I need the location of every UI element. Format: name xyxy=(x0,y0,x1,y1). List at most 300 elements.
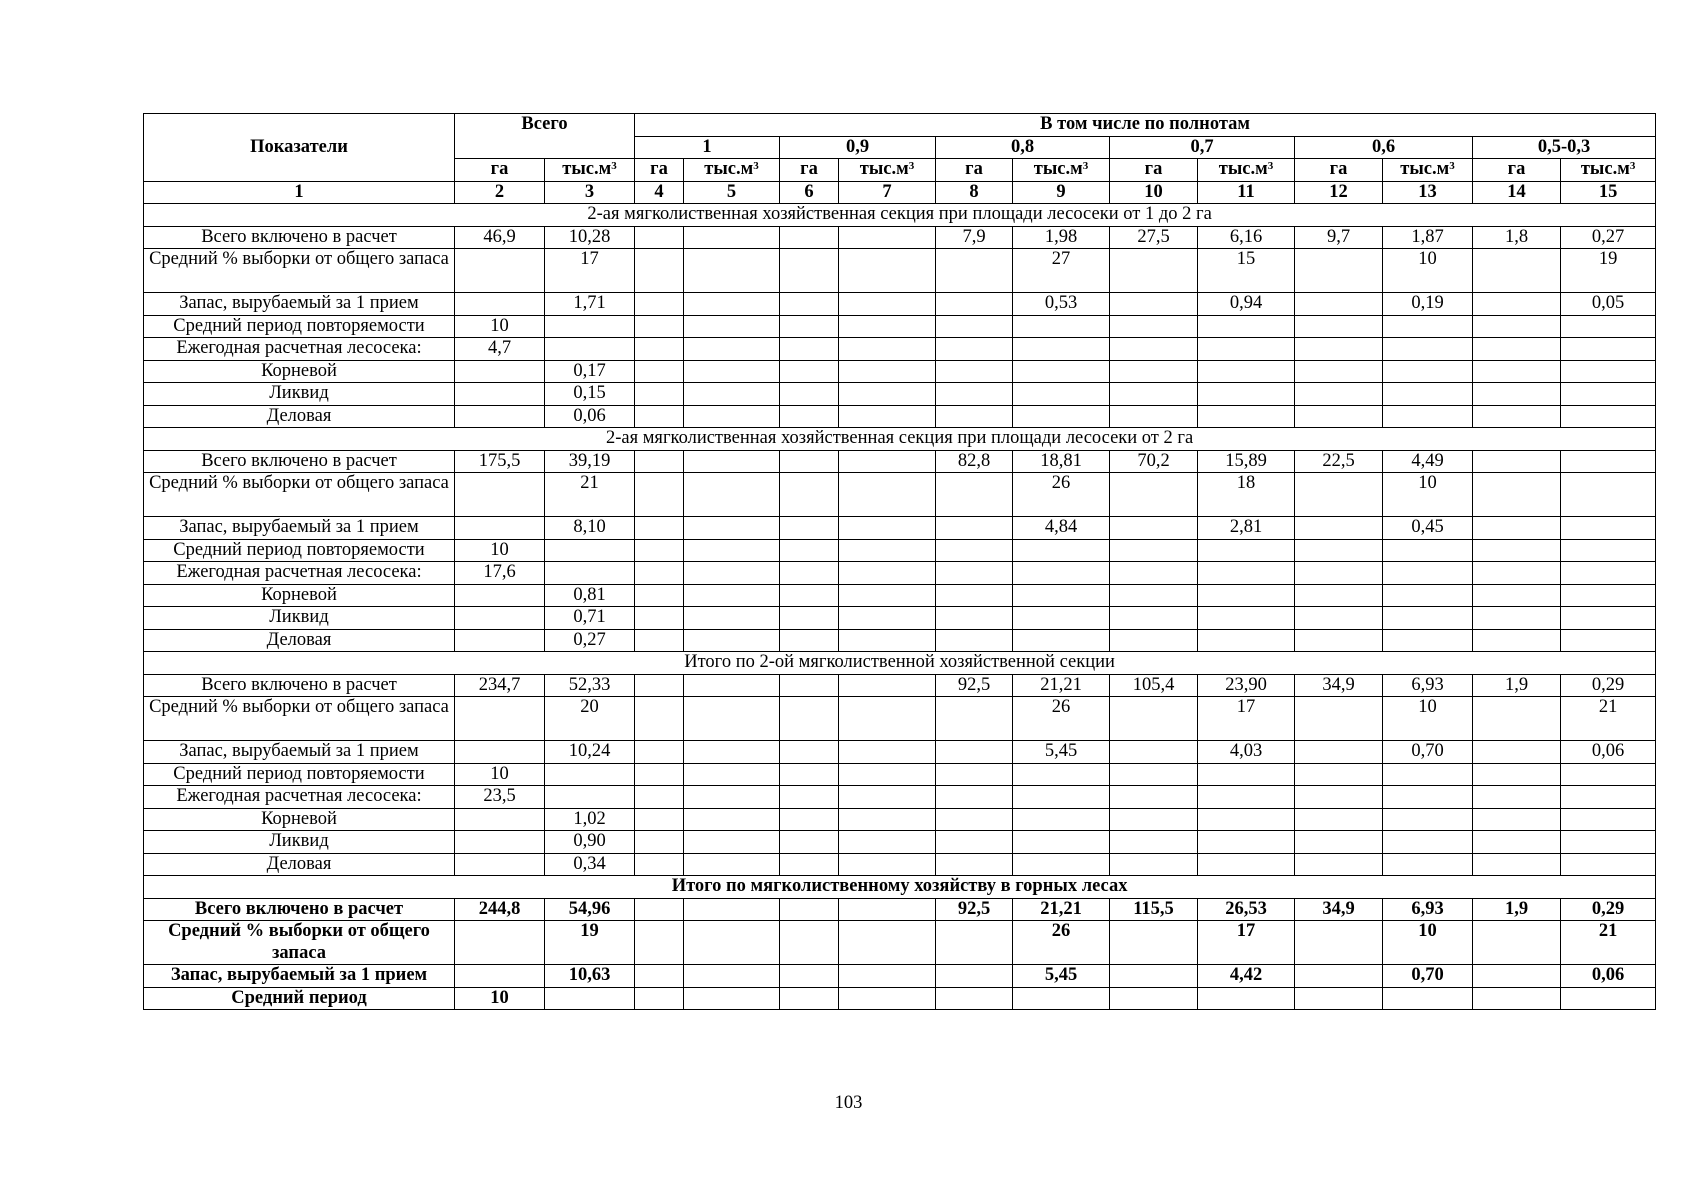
table-cell: 0,06 xyxy=(1561,965,1656,988)
table-cell xyxy=(839,921,936,965)
table-cell xyxy=(1110,517,1198,540)
table-cell xyxy=(1198,338,1295,361)
table-cell xyxy=(635,898,684,921)
unit-thousand-m3 xyxy=(1383,159,1473,182)
table-cell xyxy=(839,987,936,1010)
table-cell: 2,81 xyxy=(1198,517,1295,540)
table-cell xyxy=(1295,921,1383,965)
table-cell xyxy=(545,987,635,1010)
table-cell xyxy=(1473,808,1561,831)
table-cell: 15 xyxy=(1198,249,1295,293)
table-cell: 21,21 xyxy=(1013,898,1110,921)
table-cell: 19 xyxy=(1561,249,1656,293)
table-cell xyxy=(1110,360,1198,383)
table-cell xyxy=(1013,584,1110,607)
table-cell xyxy=(1473,562,1561,585)
header-density: 1 xyxy=(635,136,780,159)
table-cell xyxy=(1110,921,1198,965)
unit-ha: га xyxy=(455,159,545,182)
header-indicators: Показатели xyxy=(144,114,455,182)
table-cell xyxy=(455,360,545,383)
table-cell xyxy=(545,763,635,786)
table-cell xyxy=(455,741,545,764)
table-cell xyxy=(1110,383,1198,406)
table-cell: 0,81 xyxy=(545,584,635,607)
row-label: Ликвид xyxy=(144,607,455,630)
column-number: 3 xyxy=(545,181,635,204)
table-cell xyxy=(1110,808,1198,831)
table-row xyxy=(144,763,1656,786)
table-cell xyxy=(1295,562,1383,585)
table-cell xyxy=(780,473,839,517)
table-cell xyxy=(936,741,1013,764)
table-cell: 4,7 xyxy=(455,338,545,361)
table-cell xyxy=(455,808,545,831)
table-cell xyxy=(839,607,936,630)
table-cell xyxy=(635,808,684,831)
table-cell xyxy=(455,921,545,965)
table-cell xyxy=(936,249,1013,293)
table-cell: 244,8 xyxy=(455,898,545,921)
table-cell: 10 xyxy=(1383,921,1473,965)
table-row xyxy=(144,786,1656,809)
column-number: 6 xyxy=(780,181,839,204)
column-number: 8 xyxy=(936,181,1013,204)
table-cell xyxy=(1383,562,1473,585)
table-cell xyxy=(1383,584,1473,607)
table-cell: 10,63 xyxy=(545,965,635,988)
table-cell xyxy=(1295,249,1383,293)
table-cell: 92,5 xyxy=(936,674,1013,697)
table-cell xyxy=(1198,383,1295,406)
table-cell xyxy=(780,629,839,652)
table-cell xyxy=(1110,293,1198,316)
table-cell: 0,15 xyxy=(545,383,635,406)
table-cell xyxy=(635,405,684,428)
table-cell: 22,5 xyxy=(1295,450,1383,473)
column-number: 10 xyxy=(1110,181,1198,204)
row-label: Средний % выборки от общего запаса xyxy=(144,921,455,965)
table-cell: 0,27 xyxy=(545,629,635,652)
table-cell xyxy=(780,293,839,316)
table-cell xyxy=(1198,584,1295,607)
table-cell xyxy=(1383,539,1473,562)
table-cell xyxy=(684,450,780,473)
table-cell xyxy=(635,763,684,786)
row-label: Всего включено в расчет xyxy=(144,450,455,473)
table-cell xyxy=(1383,383,1473,406)
table-cell: 21 xyxy=(1561,697,1656,741)
table-cell xyxy=(635,517,684,540)
table-cell xyxy=(1561,607,1656,630)
table-cell xyxy=(780,338,839,361)
table-cell xyxy=(684,226,780,249)
row-label: Всего включено в расчет xyxy=(144,674,455,697)
table-cell xyxy=(839,763,936,786)
unit-thousand-m3 xyxy=(1561,159,1656,182)
header-density: 0,9 xyxy=(780,136,936,159)
table-cell xyxy=(839,965,936,988)
table-cell xyxy=(780,786,839,809)
table-cell: 0,45 xyxy=(1383,517,1473,540)
unit-ha: га xyxy=(936,159,1013,182)
table-cell xyxy=(780,898,839,921)
column-number: 9 xyxy=(1013,181,1110,204)
table-row xyxy=(144,741,1656,764)
table-cell xyxy=(839,473,936,517)
table-cell: 17 xyxy=(1198,697,1295,741)
table-row xyxy=(144,226,1656,249)
table-cell xyxy=(684,831,780,854)
table-cell xyxy=(839,338,936,361)
table-cell xyxy=(1561,473,1656,517)
table-cell xyxy=(635,383,684,406)
table-cell: 0,94 xyxy=(1198,293,1295,316)
table-cell xyxy=(684,360,780,383)
table-cell xyxy=(1383,607,1473,630)
table-cell: 0,70 xyxy=(1383,965,1473,988)
table-cell xyxy=(1473,315,1561,338)
row-label: Средний % выборки от общего запаса xyxy=(144,249,455,293)
table-cell xyxy=(455,383,545,406)
table-cell xyxy=(684,763,780,786)
table-cell xyxy=(684,987,780,1010)
table-cell: 21,21 xyxy=(1013,674,1110,697)
table-cell xyxy=(839,674,936,697)
table-cell xyxy=(1110,786,1198,809)
section-title-row xyxy=(144,204,1656,227)
row-label: Ликвид xyxy=(144,383,455,406)
table-cell xyxy=(1473,473,1561,517)
table-cell: 10 xyxy=(455,315,545,338)
table-cell xyxy=(1473,360,1561,383)
table-cell xyxy=(1110,249,1198,293)
table-cell: 27 xyxy=(1013,249,1110,293)
table-cell xyxy=(1561,786,1656,809)
table-cell xyxy=(635,450,684,473)
table-cell xyxy=(1561,315,1656,338)
table-cell xyxy=(684,383,780,406)
table-cell xyxy=(1383,831,1473,854)
table-cell xyxy=(1383,629,1473,652)
table-cell xyxy=(684,921,780,965)
table-cell xyxy=(839,697,936,741)
table-cell xyxy=(1198,853,1295,876)
row-label: Запас, вырубаемый за 1 прием xyxy=(144,293,455,316)
header-density: 0,5-0,3 xyxy=(1473,136,1656,159)
table-cell xyxy=(839,741,936,764)
table-cell xyxy=(1295,808,1383,831)
table-cell xyxy=(1013,808,1110,831)
table-cell xyxy=(1198,831,1295,854)
table-row xyxy=(144,965,1656,988)
table-cell xyxy=(455,405,545,428)
table-cell xyxy=(1110,338,1198,361)
table-row xyxy=(144,315,1656,338)
table-cell xyxy=(684,517,780,540)
table-cell: 34,9 xyxy=(1295,898,1383,921)
table-cell: 26,53 xyxy=(1198,898,1295,921)
table-cell xyxy=(1110,853,1198,876)
table-cell xyxy=(1473,607,1561,630)
table-cell: 0,53 xyxy=(1013,293,1110,316)
table-cell xyxy=(936,405,1013,428)
table-cell: 0,34 xyxy=(545,853,635,876)
table-cell xyxy=(936,584,1013,607)
table-cell xyxy=(1473,853,1561,876)
table-cell xyxy=(1473,786,1561,809)
table-cell xyxy=(1383,763,1473,786)
table-cell xyxy=(839,808,936,831)
table-cell xyxy=(780,226,839,249)
table-cell xyxy=(1295,786,1383,809)
table-cell xyxy=(839,450,936,473)
table-cell: 4,84 xyxy=(1013,517,1110,540)
table-cell xyxy=(1295,539,1383,562)
table-cell: 1,98 xyxy=(1013,226,1110,249)
table-cell xyxy=(1295,831,1383,854)
table-cell xyxy=(839,517,936,540)
unit-sup: 3 xyxy=(753,160,759,172)
table-cell xyxy=(839,831,936,854)
table-cell: 19 xyxy=(545,921,635,965)
table-cell xyxy=(1110,539,1198,562)
table-cell xyxy=(455,629,545,652)
table-cell xyxy=(839,584,936,607)
table-row xyxy=(144,697,1656,741)
table-cell xyxy=(684,607,780,630)
table-cell xyxy=(839,629,936,652)
unit-thousand-m3 xyxy=(545,159,635,182)
table-cell xyxy=(839,360,936,383)
table-cell xyxy=(635,674,684,697)
unit-sup: 3 xyxy=(611,160,617,172)
table-cell: 15,89 xyxy=(1198,450,1295,473)
column-number: 12 xyxy=(1295,181,1383,204)
table-cell xyxy=(684,965,780,988)
table-cell xyxy=(1295,607,1383,630)
table-cell xyxy=(780,539,839,562)
table-cell xyxy=(1198,315,1295,338)
table-cell: 21 xyxy=(1561,921,1656,965)
row-label: Ежегодная расчетная лесосека: xyxy=(144,562,455,585)
table-cell xyxy=(1295,763,1383,786)
table-cell xyxy=(936,763,1013,786)
table-cell xyxy=(936,921,1013,965)
table-cell xyxy=(780,249,839,293)
header-density: 0,8 xyxy=(936,136,1110,159)
table-cell: 234,7 xyxy=(455,674,545,697)
section-title: Итого по 2-ой мягколиственной хозяйственной секции xyxy=(144,652,1656,675)
column-number: 5 xyxy=(684,181,780,204)
table-cell xyxy=(1561,360,1656,383)
table-cell xyxy=(1295,293,1383,316)
table-cell xyxy=(936,853,1013,876)
table-row xyxy=(144,831,1656,854)
section-title: Итого по мягколиственному хозяйству в горных лесах xyxy=(144,876,1656,899)
table-cell xyxy=(1473,383,1561,406)
table-cell: 6,93 xyxy=(1383,674,1473,697)
table-cell xyxy=(936,831,1013,854)
table-cell xyxy=(684,249,780,293)
table-cell xyxy=(635,786,684,809)
table-cell xyxy=(936,383,1013,406)
unit-thousand-m3 xyxy=(839,159,936,182)
table-cell xyxy=(455,965,545,988)
table-cell xyxy=(780,987,839,1010)
table-cell xyxy=(780,763,839,786)
table-cell xyxy=(1295,338,1383,361)
table-cell: 82,8 xyxy=(936,450,1013,473)
table-cell xyxy=(684,629,780,652)
table-row xyxy=(144,539,1656,562)
table-cell xyxy=(635,965,684,988)
table-cell xyxy=(1013,383,1110,406)
table-cell xyxy=(936,607,1013,630)
row-label: Запас, вырубаемый за 1 прием xyxy=(144,965,455,988)
table-row xyxy=(144,473,1656,517)
row-label: Всего включено в расчет xyxy=(144,226,455,249)
table-cell: 21 xyxy=(545,473,635,517)
forest-table xyxy=(143,113,1656,1010)
section-title-row xyxy=(144,428,1656,451)
column-number: 15 xyxy=(1561,181,1656,204)
table-row xyxy=(144,383,1656,406)
column-number: 14 xyxy=(1473,181,1561,204)
table-cell: 10 xyxy=(455,987,545,1010)
table-cell xyxy=(635,697,684,741)
unit-ha: га xyxy=(1295,159,1383,182)
table-cell xyxy=(936,360,1013,383)
column-number: 11 xyxy=(1198,181,1295,204)
table-cell xyxy=(684,315,780,338)
table-cell: 1,9 xyxy=(1473,674,1561,697)
table-cell xyxy=(635,315,684,338)
page-number: 103 xyxy=(834,1093,863,1113)
table-cell: 0,05 xyxy=(1561,293,1656,316)
table-cell xyxy=(1561,808,1656,831)
table-cell xyxy=(1561,763,1656,786)
table-cell xyxy=(780,853,839,876)
table-cell xyxy=(1383,853,1473,876)
table-cell xyxy=(455,853,545,876)
table-cell xyxy=(1561,562,1656,585)
table-row xyxy=(144,450,1656,473)
table-cell xyxy=(839,539,936,562)
row-label: Средний период повторяемости xyxy=(144,539,455,562)
table-cell xyxy=(780,741,839,764)
table-cell xyxy=(1110,741,1198,764)
table-cell: 52,33 xyxy=(545,674,635,697)
table-cell xyxy=(1110,473,1198,517)
table-cell xyxy=(780,674,839,697)
table-cell: 0,17 xyxy=(545,360,635,383)
unit-thousand-m3 xyxy=(684,159,780,182)
table-cell xyxy=(1198,763,1295,786)
table-cell xyxy=(1561,539,1656,562)
table-cell: 23,90 xyxy=(1198,674,1295,697)
table-cell xyxy=(936,315,1013,338)
table-cell xyxy=(684,697,780,741)
table-cell xyxy=(545,786,635,809)
unit-thousand-m3 xyxy=(1198,159,1295,182)
table-cell: 20 xyxy=(545,697,635,741)
row-label: Ежегодная расчетная лесосека: xyxy=(144,786,455,809)
table-row xyxy=(144,674,1656,697)
row-label: Запас, вырубаемый за 1 прием xyxy=(144,741,455,764)
unit-base: тыс.м xyxy=(562,159,612,179)
table-cell xyxy=(839,898,936,921)
table-cell xyxy=(684,674,780,697)
table-cell xyxy=(1383,987,1473,1010)
table-cell xyxy=(780,360,839,383)
header-density: 0,6 xyxy=(1295,136,1473,159)
table-cell xyxy=(1561,584,1656,607)
table-row xyxy=(144,607,1656,630)
table-cell xyxy=(545,562,635,585)
table-cell xyxy=(635,831,684,854)
table-cell xyxy=(635,741,684,764)
header-total: Всего xyxy=(455,114,635,159)
table-cell xyxy=(839,315,936,338)
table-cell xyxy=(1473,629,1561,652)
table-cell xyxy=(1473,831,1561,854)
table-cell xyxy=(1295,473,1383,517)
table-cell: 10 xyxy=(1383,249,1473,293)
table-cell xyxy=(635,249,684,293)
table-cell xyxy=(684,808,780,831)
unit-thousand-m3 xyxy=(1013,159,1110,182)
section-title-row xyxy=(144,876,1656,899)
table-cell: 1,87 xyxy=(1383,226,1473,249)
unit-ha: га xyxy=(780,159,839,182)
column-number: 2 xyxy=(455,181,545,204)
table-cell xyxy=(780,584,839,607)
table-cell xyxy=(684,293,780,316)
table-cell: 17 xyxy=(545,249,635,293)
table-row xyxy=(144,249,1656,293)
table-cell xyxy=(839,226,936,249)
table-cell xyxy=(936,517,1013,540)
unit-base: тыс.м xyxy=(1218,159,1268,179)
table-cell: 54,96 xyxy=(545,898,635,921)
table-row xyxy=(144,987,1656,1010)
table-cell: 10 xyxy=(1383,473,1473,517)
table-cell xyxy=(1198,629,1295,652)
row-label: Корневой xyxy=(144,808,455,831)
table-cell: 26 xyxy=(1013,921,1110,965)
table-cell xyxy=(1295,360,1383,383)
table-cell xyxy=(1383,360,1473,383)
table-cell xyxy=(1473,741,1561,764)
unit-base: тыс.м xyxy=(1033,159,1083,179)
table-cell: 0,19 xyxy=(1383,293,1473,316)
table-cell xyxy=(839,383,936,406)
table-cell xyxy=(1013,360,1110,383)
table-cell xyxy=(1295,405,1383,428)
table-cell: 1,8 xyxy=(1473,226,1561,249)
table-cell xyxy=(1561,853,1656,876)
row-label: Деловая xyxy=(144,405,455,428)
table-cell: 18,81 xyxy=(1013,450,1110,473)
table-cell xyxy=(1110,315,1198,338)
table-cell xyxy=(1561,629,1656,652)
table-cell xyxy=(936,808,1013,831)
table-cell xyxy=(1383,405,1473,428)
column-number: 4 xyxy=(635,181,684,204)
table-row xyxy=(144,921,1656,965)
table-cell xyxy=(1013,987,1110,1010)
